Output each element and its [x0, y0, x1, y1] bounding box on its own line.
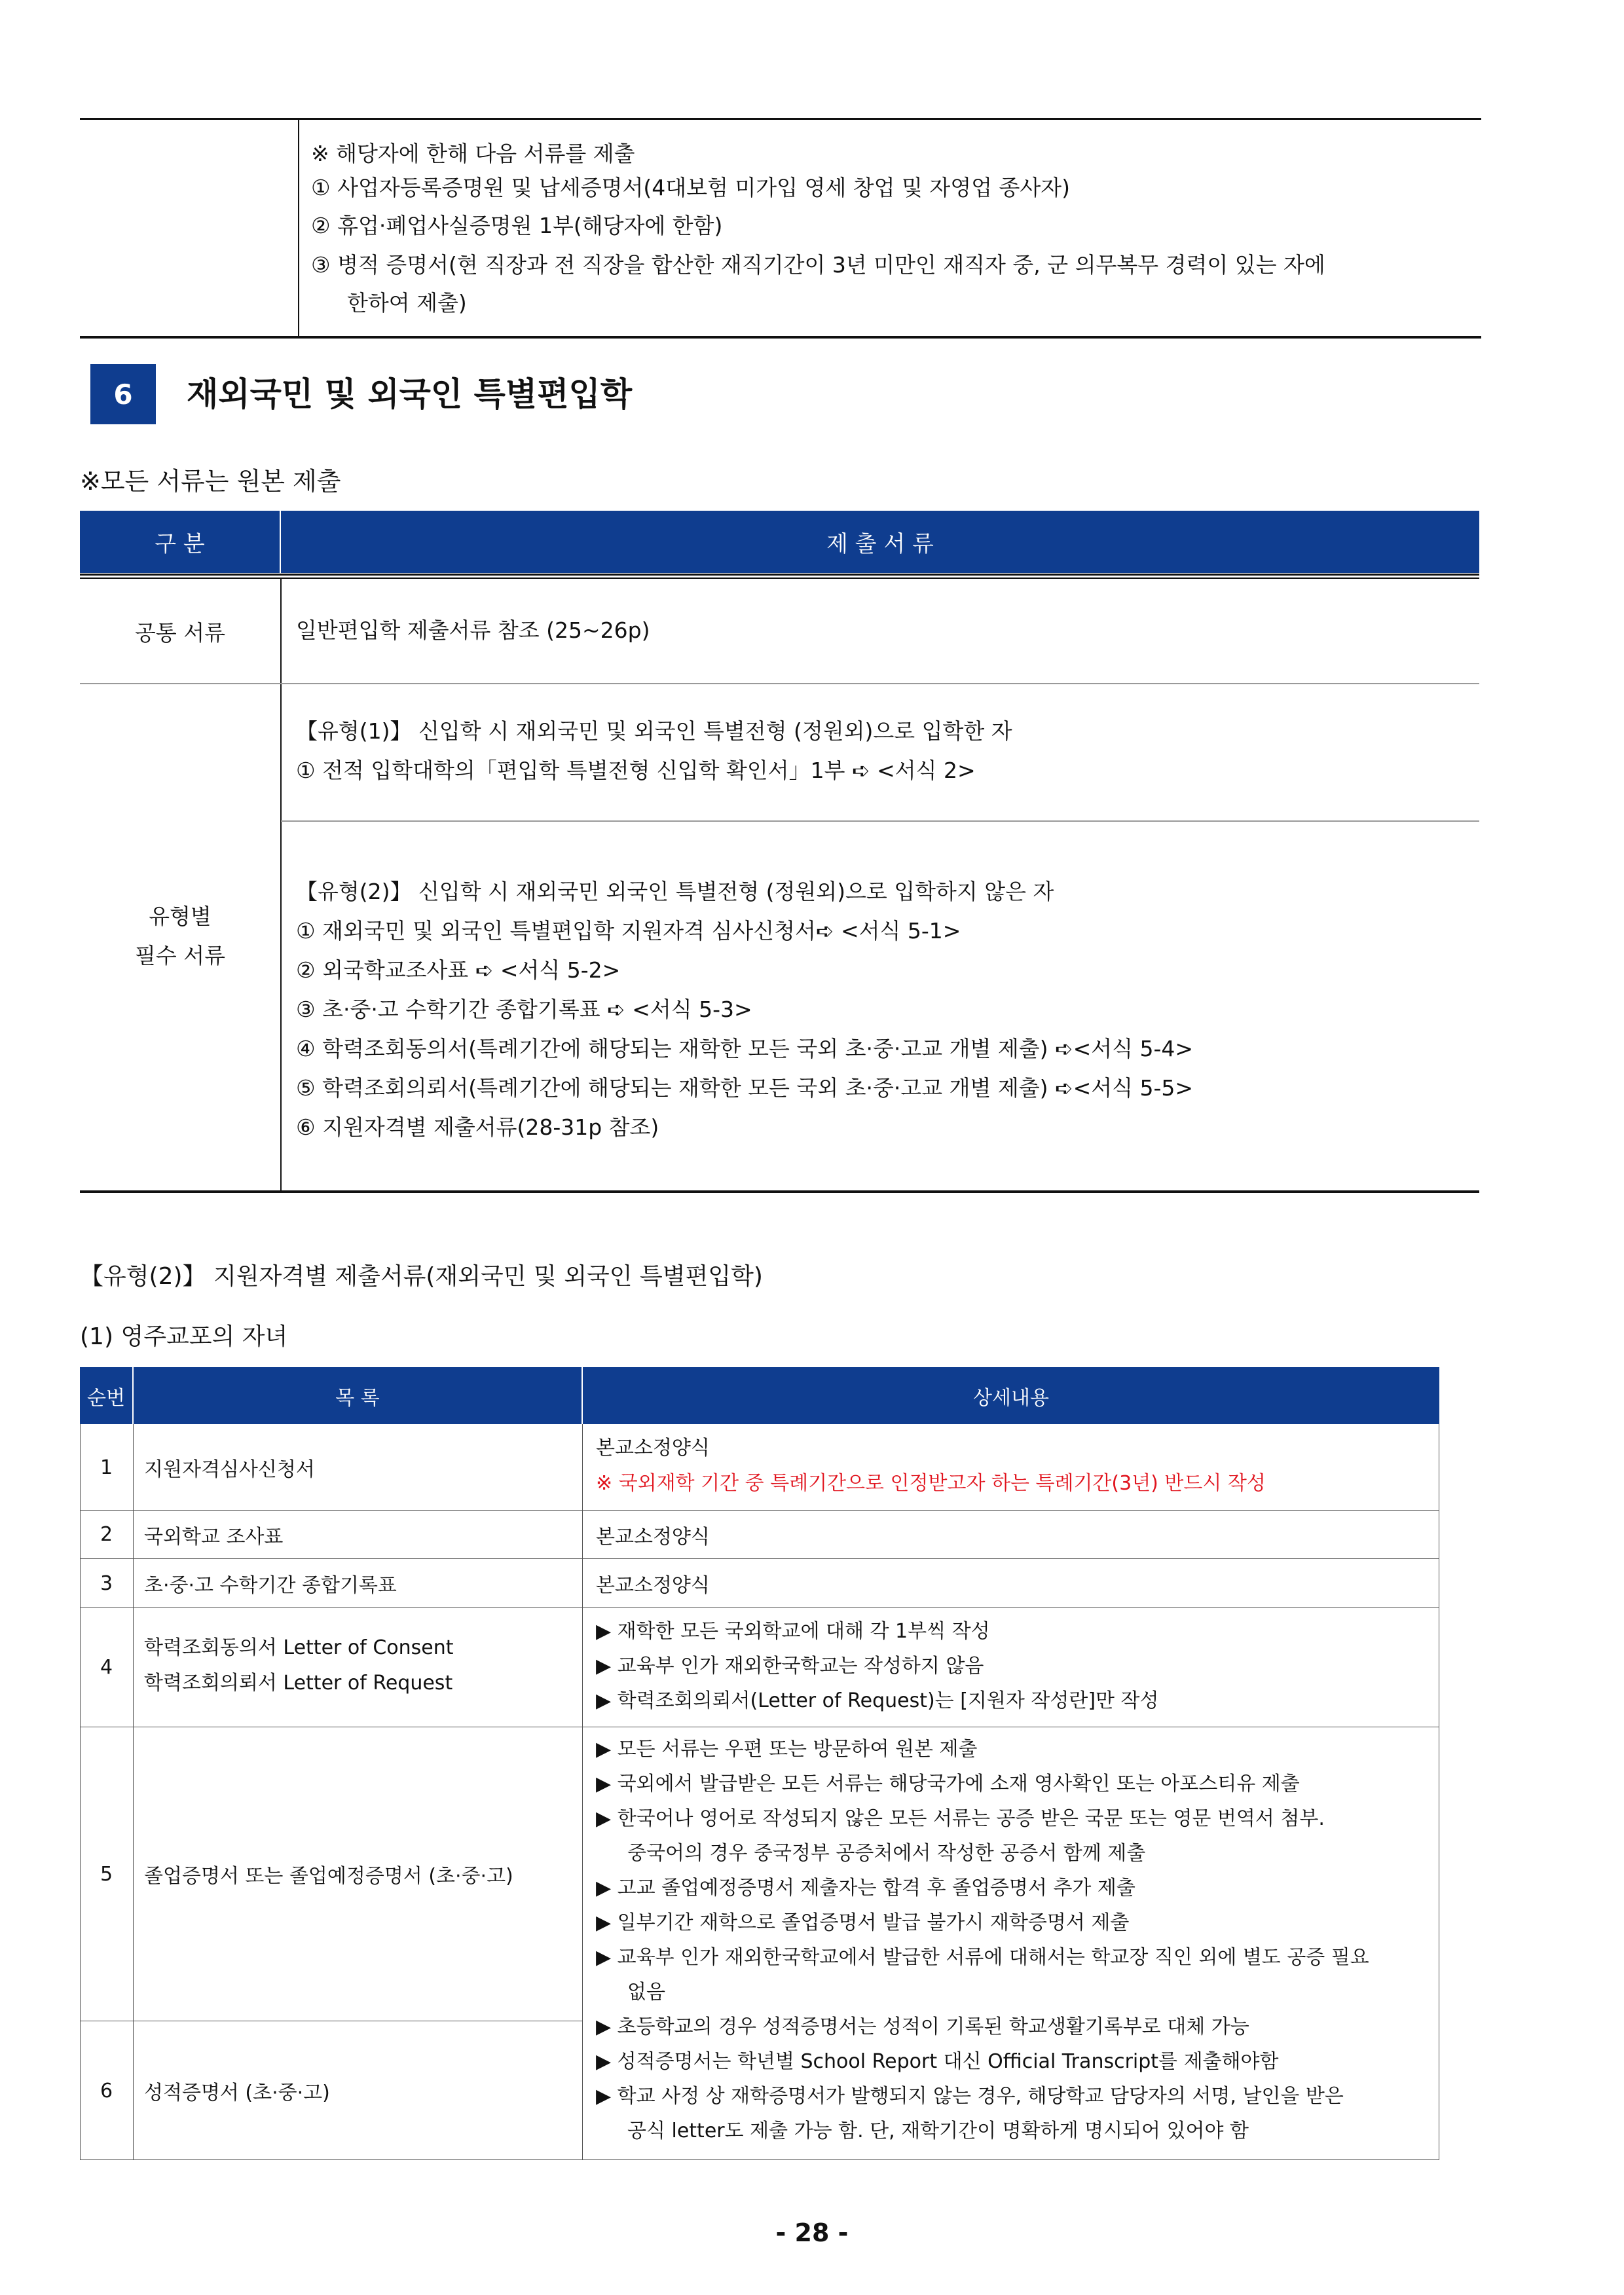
merged-detail-6: ▶ 일부기간 재학으로 졸업증명서 발급 불가시 재학증명서 제출: [596, 1911, 1130, 1934]
table2-row-1-item: 지원자격심사신청서: [144, 1458, 315, 1481]
table2-row-2-no: 2: [100, 1523, 113, 1546]
section-number: 6: [113, 378, 133, 411]
top-box-item-2: ② 휴업·폐업사실증명원 1부(해당자에 한함): [311, 213, 723, 238]
table2-row-3-detail: 본교소정양식: [596, 1574, 710, 1597]
type2-item-4: ④ 학력조회동의서(특례기간에 해당되는 재학한 모든 국외 초·중·고교 개별 제출) ➪<서식 5-4>: [296, 1036, 1194, 1061]
merged-detail-9: ▶ 초등학교의 경우 성적증명서는 성적이 기록된 학교생활기록부로 대체 가능: [596, 2015, 1249, 2038]
type2-item-6: ⑥ 지원자격별 제출서류(28-31p 참조): [296, 1114, 659, 1140]
top-box-top-line: [80, 118, 1481, 120]
type1-item-1: ① 전적 입학대학의「편입학 특별전형 신입학 확인서」1부 ➪ <서식 2>: [296, 758, 976, 783]
table1-header-category: 구 분: [80, 511, 280, 573]
subsection-title: (1) 영주교포의 자녀: [80, 1323, 288, 1350]
table2-row-5-no: 5: [100, 1862, 113, 1886]
table2-header-item: 목 록: [134, 1367, 581, 1424]
top-box-bottom-line: [80, 336, 1481, 339]
merged-detail-8: 없음: [627, 1981, 665, 2004]
type2-item-5: ⑤ 학력조회의뢰서(특례기간에 해당되는 재학한 모든 국외 초·중·고교 개별 제출) ➪<서식 5-5>: [296, 1075, 1194, 1101]
table2-col-divider-1: [133, 1424, 134, 2160]
type2-item-3: ③ 초·중·고 수학기간 종합기록표 ➪ <서식 5-3>: [296, 997, 752, 1022]
merged-detail-4: 중국어의 경우 중국정부 공증처에서 작성한 공증서 함께 제출: [627, 1842, 1146, 1865]
top-box-note: ※ 해당자에 한해 다음 서류를 제출: [311, 141, 635, 166]
table1-header-underline: [80, 574, 1479, 576]
merged-detail-12: 공식 letter도 제출 가능 함. 단, 재학기간이 명확하게 명시되어 있어야 함: [627, 2120, 1249, 2142]
merged-detail-1: ▶ 모든 서류는 우편 또는 방문하여 원본 제출: [596, 1738, 978, 1761]
type2-heading: 【유형(2)】 지원자격별 제출서류(재외국민 및 외국인 특별편입학): [80, 1263, 763, 1290]
type1-title: 【유형(1)】 신입학 시 재외국민 및 외국인 특별전형 (정원외)으로 입학한 자: [296, 718, 1012, 744]
table1-inner-divider: [281, 820, 1479, 822]
section-title: 재외국민 및 외국인 특별편입학: [187, 375, 633, 413]
merged-detail-11: ▶ 학교 사정 상 재학증명서가 발행되지 않는 경우, 해당학교 담당자의 서명, 날인을 받은: [596, 2085, 1344, 2108]
table2-row-4-detail-2: ▶ 교육부 인가 재외한국학교는 작성하지 않음: [596, 1655, 984, 1678]
table2-row-4-item: 학력조회동의서 Letter of Consent 학력조회의뢰서 Letter of Request: [144, 1636, 454, 1695]
table1-common-label: 공통 서류: [134, 619, 225, 646]
table2-row-4-detail-3: ▶ 학력조회의뢰서(Letter of Request)는 [지원자 작성란]만 작성: [596, 1689, 1159, 1712]
table2-row-6-no: 6: [100, 2079, 113, 2102]
table2-row-5-item: 졸업증명서 또는 졸업예정증명서 (초·중·고): [144, 1865, 513, 1888]
table2-row-4-detail-1: ▶ 재학한 모든 국외학교에 대해 각 1부씩 작성: [596, 1620, 990, 1643]
table1-header-documents: 제 출 서 류: [281, 511, 1479, 573]
table2-header-detail: 상세내용: [583, 1367, 1439, 1424]
table1-row-divider: [80, 683, 1479, 684]
top-box-item-3-cont: 한하여 제출): [347, 290, 467, 316]
merged-detail-7: ▶ 교육부 인가 재외한국학교에서 발급한 서류에 대해서는 학교장 직인 외에 별도 공증 필요: [596, 1946, 1369, 1969]
table2-row-4-no: 4: [100, 1656, 113, 1679]
table1-required-label: 유형별 필수 서류: [134, 904, 225, 968]
table2-row-1-no: 1: [100, 1456, 113, 1479]
table1-vertical-divider: [280, 579, 282, 1192]
table2-row-6-item: 성적증명서 (초·중·고): [144, 2082, 330, 2104]
note-all-original: ※모든 서류는 원본 제출: [80, 467, 341, 496]
page-number: - 28 -: [775, 2218, 849, 2247]
type2-title: 【유형(2)】 신입학 시 재외국민 외국인 특별전형 (정원외)으로 입학하지 않은 자: [296, 879, 1054, 904]
table2-row-2-detail: 본교소정양식: [596, 1525, 710, 1549]
merged-detail-3: ▶ 한국어나 영어로 작성되지 않은 모든 서류는 공증 받은 국문 또는 영문 번역서 첨부.: [596, 1807, 1325, 1830]
merged-detail-10: ▶ 성적증명서는 학년별 School Report 대신 Official Transcript를 제출해야함: [596, 2050, 1279, 2073]
merged-detail-5: ▶ 고교 졸업예정증명서 제출자는 합격 후 졸업증명서 추가 제출: [596, 1877, 1135, 1900]
table2-row-3-no: 3: [100, 1571, 113, 1595]
table2-row-1-detail: 본교소정양식: [596, 1437, 710, 1460]
table1-common-content: 일반편입학 제출서류 참조 (25~26p): [296, 617, 650, 643]
table1-header-underline-2: [80, 578, 1479, 579]
type2-item-1: ① 재외국민 및 외국인 특별편입학 지원자격 심사신청서➪ <서식 5-1>: [296, 918, 961, 944]
table2-row-2-item: 국외학교 조사표: [144, 1525, 284, 1549]
type2-item-2: ② 외국학교조사표 ➪ <서식 5-2>: [296, 957, 621, 983]
table2-row-divider-3: [80, 1607, 1439, 1608]
table2: [80, 1367, 1439, 2161]
table2-row-3-item: 초·중·고 수학기간 종합기록표: [144, 1574, 397, 1597]
merged-detail-2: ▶ 국외에서 발급받은 모든 서류는 해당국가에 소재 영사확인 또는 아포스티유 제출: [596, 1772, 1300, 1795]
top-box-item-1: ① 사업자등록증명원 및 납세증명서(4대보험 미가입 영세 창업 및 자영업 종사자): [311, 175, 1070, 200]
section-number-badge: [90, 364, 156, 424]
top-box-item-3: ③ 병적 증명서(현 직장과 전 직장을 합산한 재직기간이 3년 미만인 재직자 중, 군 의무복무 경력이 있는 자에: [311, 252, 1325, 278]
table2-row-1-detail-red: ※ 국외재학 기간 중 특례기간으로 인정받고자 하는 특례기간(3년) 반드시 작성: [596, 1472, 1266, 1495]
table2-col-divider-2: [582, 1424, 583, 2160]
table2-row-divider-1: [80, 1510, 1439, 1511]
table1-bottom-line: [80, 1190, 1479, 1193]
top-box-divider: [298, 118, 299, 337]
table2-header-no: 순번: [80, 1367, 132, 1424]
